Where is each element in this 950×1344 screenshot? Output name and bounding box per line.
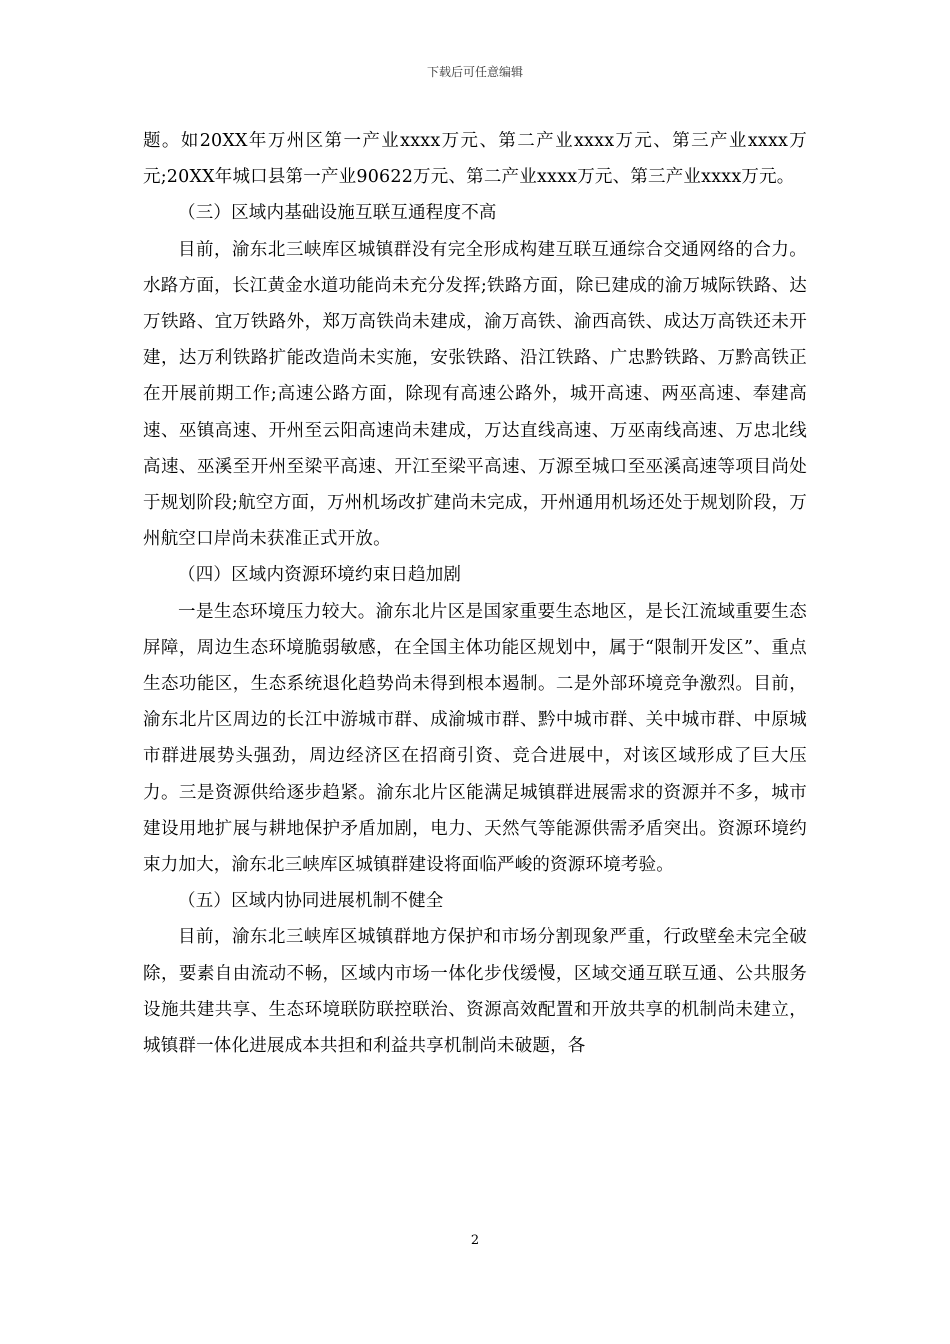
paragraph: 目前，渝东北三峡库区城镇群没有完全形成构建互联互通综合交通网络的合力。水路方面，长江黄金水道功能尚未充分发挥;铁路方面，除已建成的渝万城际铁路、达万铁路、宜万铁路外，郑万高铁尚未建成，渝万高铁、渝西高铁、成达万高铁还未开建，达万利铁路扩能改造尚未实施，安张铁路、沿江铁路、广忠黔铁路、万黔高铁正在开展前期工作;高速公路方面，除现有高速公路外，城开高速、两巫高速、奉建高速、巫镇高速、开州至云阳高速尚未建成，万达直线高速、万巫南线高速、万忠北线高速、巫溪至开州至梁平高速、开江至梁平高速、万源至城口至巫溪高速等项目尚处于规划阶段;航空方面，万州机场改扩建尚未完成，开州通用机场还处于规划阶段，万州航空口岸尚未获准正式开放。 bbox=[143, 239, 807, 550]
document-body bbox=[143, 123, 807, 1064]
page-number: 2 bbox=[470, 1233, 480, 1248]
paragraph: 题。如20XX年万州区第一产业xxxx万元、第二产业xxxx万元、第三产业xxxx万元;20XX年城口县第一产业90622万元、第二产业xxxx万元、第三产业xxxx万元。 bbox=[143, 131, 807, 188]
section-heading: （四）区域内资源环境约束日趋加剧 bbox=[178, 565, 462, 586]
paragraph: 一是生态环境压力较大。渝东北片区是国家重要生态地区，是长江流域重要生态屏障，周边生态环境脆弱敏感，在全国主体功能区规划中，属于“限制开发区”、重点生态功能区，生态系统退化趋势尚未得到根本遏制。二是外部环境竞争激烈。目前，渝东北片区周边的长江中游城市群、成渝城市群、黔中城市群、关中城市群、中原城市群进展势头强劲，周边经济区在招商引资、竞合进展中，对该区域形成了巨大压力。三是资源供给逐步趋紧。渝东北片区能满足城镇群进展需求的资源并不多，城市建设用地扩展与耕地保护矛盾加剧，电力、天然气等能源供需矛盾突出。资源环境约束力加大，渝东北三峡库区城镇群建设将面临严峻的资源环境考验。 bbox=[143, 601, 807, 876]
section-heading: （三）区域内基础设施互联互通程度不高 bbox=[178, 203, 497, 224]
section-heading: （五）区域内协同进展机制不健全 bbox=[178, 891, 444, 912]
paragraph: 目前，渝东北三峡库区城镇群地方保护和市场分割现象严重，行政壁垒未完全破除，要素自由流动不畅，区域内市场一体化步伐缓慢，区域交通互联互通、公共服务设施共建共享、生态环境联防联控联治、资源高效配置和开放共享的机制尚未建立，城镇群一体化进展成本共担和利益共享机制尚未破题，各 bbox=[143, 927, 807, 1057]
page-header: 下载后可任意编辑 bbox=[426, 65, 523, 79]
